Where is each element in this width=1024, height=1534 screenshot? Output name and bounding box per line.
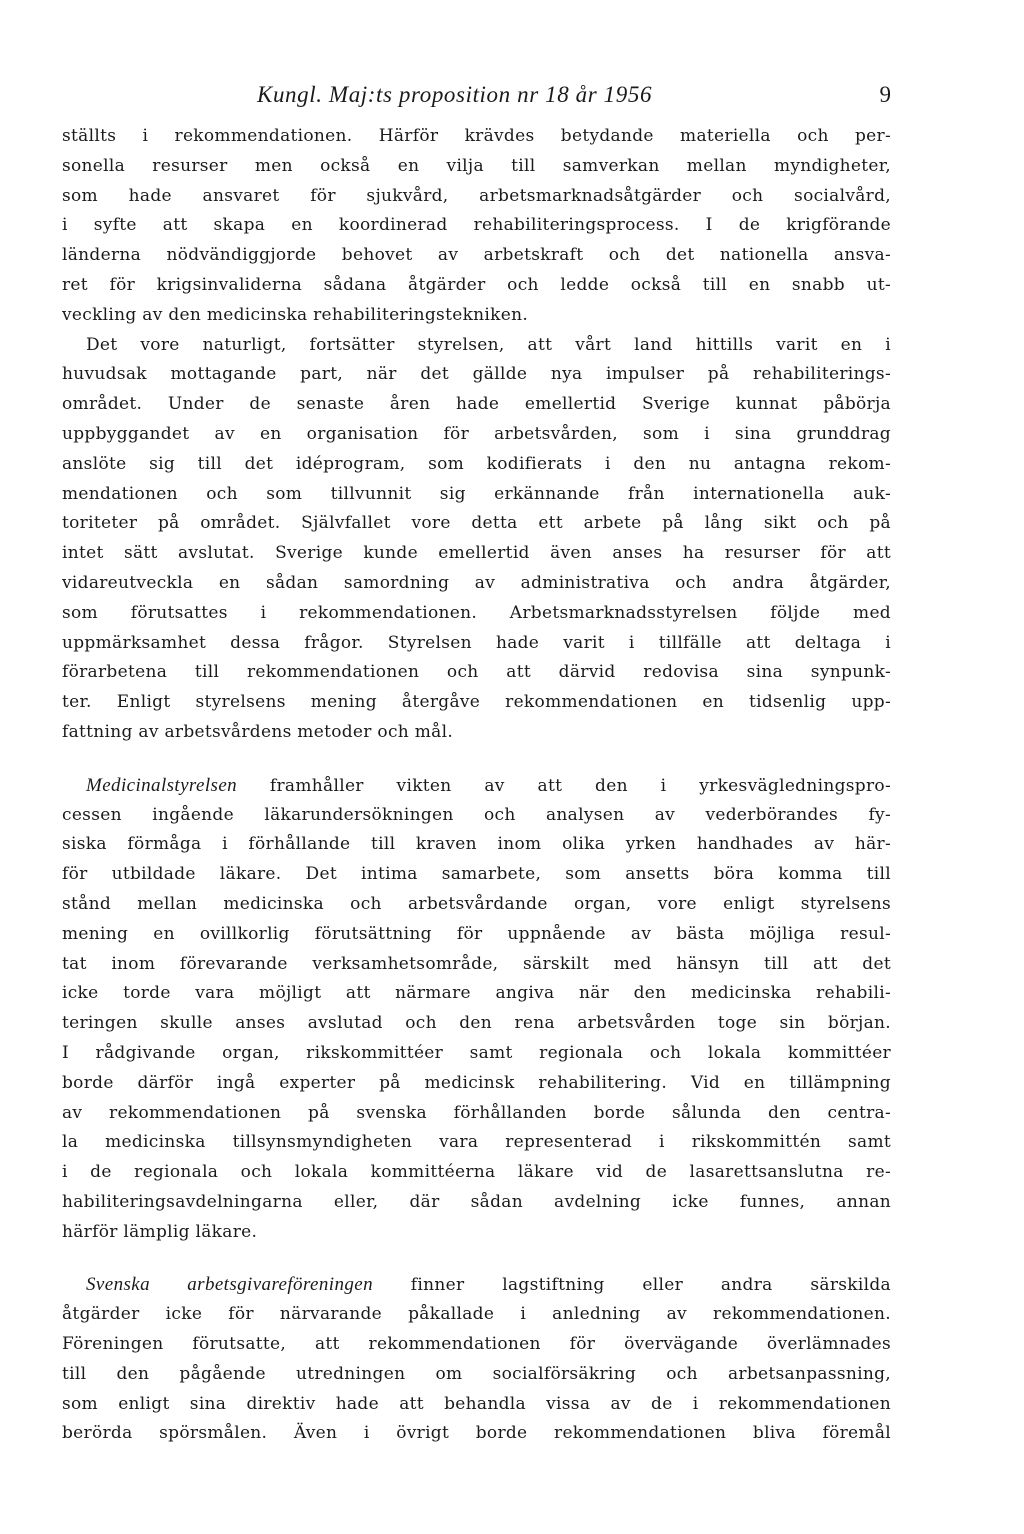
text-line: mening en ovillkorlig förutsättning för uppnående av bästa möjliga resul- bbox=[62, 923, 891, 944]
text-line: vidareutveckla en sådan samordning av administrativa och andra åtgärder, bbox=[62, 572, 891, 593]
page-number: 9 bbox=[879, 82, 891, 107]
text-line: av rekommendationen på svenska förhållanden borde sålunda den centra- bbox=[62, 1102, 891, 1123]
text-line: området. Under de senaste åren hade emellertid Sverige kunnat påbörja bbox=[62, 394, 891, 415]
text-fragment: framhåller vikten av att den i yrkesvägledningspro- bbox=[237, 775, 891, 796]
text-line: veckling av den medicinska rehabiliteringstekniken. bbox=[62, 304, 529, 325]
text-line: siska förmåga i förhållande till kraven inom olika yrken handhades av här- bbox=[62, 834, 891, 855]
text-line: sonella resurser men också en vilja till samverkan mellan myndigheter, bbox=[62, 155, 891, 176]
text-line: I rådgivande organ, rikskommittéer samt regionala och lokala kommittéer bbox=[62, 1042, 891, 1063]
text-line: till den pågående utredningen om socialförsäkring och arbetsanpassning, bbox=[62, 1363, 891, 1384]
text-line: intet sätt avslutat. Sverige kunde emellertid även anses ha resurser för att bbox=[62, 543, 891, 564]
text-line: för utbildade läkare. Det intima samarbete, som ansetts böra komma till bbox=[62, 864, 891, 885]
text-line: som hade ansvaret för sjukvård, arbetsmarknadsåtgärder och socialvård, bbox=[62, 185, 891, 206]
paragraph-medicinalstyrelsen bbox=[62, 771, 891, 1248]
text-line: teringen skulle anses avslutad och den rena arbetsvården toge sin början. bbox=[62, 1013, 891, 1034]
body-text bbox=[62, 122, 891, 1449]
page-header bbox=[62, 82, 891, 116]
text-line: förarbetena till rekommendationen och att därvid redovisa sina synpunk- bbox=[62, 662, 891, 683]
text-line: toriteter på området. Självfallet vore detta ett arbete på lång sikt och på bbox=[62, 513, 891, 534]
text-line bbox=[62, 1270, 891, 1300]
text-line: tat inom förevarande verksamhetsområde, särskilt med hänsyn till att det bbox=[62, 953, 891, 974]
paragraph-2 bbox=[62, 331, 891, 748]
text-line: uppmärksamhet dessa frågor. Styrelsen hade varit i tillfälle att deltaga i bbox=[62, 632, 891, 653]
text-line: i de regionala och lokala kommittéerna läkare vid de lasarettsanslutna re- bbox=[62, 1162, 891, 1183]
text-line bbox=[62, 771, 891, 801]
text-line: ställts i rekommendationen. Härför krävdes betydande materiella och per- bbox=[62, 126, 891, 146]
text-line: fattning av arbetsvårdens metoder och mål. bbox=[62, 721, 454, 742]
text-line: i syfte att skapa en koordinerad rehabiliteringsprocess. I de krigförande bbox=[62, 215, 891, 236]
text-line: cessen ingående läkarundersökningen och analysen av vederbörandes fy- bbox=[62, 804, 891, 825]
paragraph-gap bbox=[62, 748, 891, 771]
text-line: Det vore naturligt, fortsätter styrelsen, att vårt land hittills varit en i bbox=[86, 334, 891, 355]
text-line: borde därför ingå experter på medicinsk rehabilitering. Vid en tillämpning bbox=[62, 1072, 891, 1093]
text-line: ter. Enligt styrelsens mening återgåve rekommendationen en tidsenlig upp- bbox=[62, 692, 891, 713]
paragraph-gap bbox=[62, 1247, 891, 1270]
text-line: huvudsak mottagande part, när det gällde nya impulser på rehabiliterings- bbox=[62, 364, 891, 385]
text-line: anslöte sig till det idéprogram, som kodifierats i den nu antagna rekom- bbox=[62, 453, 891, 474]
text-line: stånd mellan medicinska och arbetsvårdande organ, vore enligt styrelsens bbox=[62, 893, 891, 914]
text-line: habiliteringsavdelningarna eller, där sådan avdelning icke funnes, annan bbox=[62, 1191, 891, 1212]
paragraph-1 bbox=[62, 122, 891, 331]
text-line: berörda spörsmålen. Även i övrigt borde rekommendationen bliva föremål bbox=[62, 1423, 891, 1444]
organization-name: Svenska arbetsgivareföreningen bbox=[86, 1274, 373, 1296]
text-line: mendationen och som tillvunnit sig erkännande från internationella auk- bbox=[62, 483, 891, 504]
text-line: länderna nödvändiggjorde behovet av arbetskraft och det nationella ansva- bbox=[62, 245, 891, 266]
text-line: icke torde vara möjligt att närmare angiva när den medicinska rehabili- bbox=[62, 983, 891, 1004]
text-line: som enligt sina direktiv hade att behandla vissa av de i rekommendationen bbox=[62, 1393, 891, 1414]
paragraph-arbetsgivareforeningen bbox=[62, 1270, 891, 1449]
text-line: som förutsattes i rekommendationen. Arbetsmarknadsstyrelsen följde med bbox=[62, 602, 891, 623]
running-title: Kungl. Maj:ts proposition nr 18 år 1956 bbox=[257, 82, 653, 107]
text-line: härför lämplig läkare. bbox=[62, 1221, 258, 1242]
text-line: la medicinska tillsynsmyndigheten vara representerad i rikskommittén samt bbox=[62, 1132, 891, 1153]
text-fragment: finner lagstiftning eller andra särskilda bbox=[373, 1275, 891, 1296]
organization-name: Medicinalstyrelsen bbox=[86, 774, 238, 796]
text-line: Föreningen förutsatte, att rekommendationen för övervägande överlämnades bbox=[62, 1334, 891, 1355]
text-line: uppbyggandet av en organisation för arbetsvården, som i sina grunddrag bbox=[62, 423, 891, 444]
text-line: åtgärder icke för närvarande påkallade i anledning av rekommendationen. bbox=[62, 1304, 891, 1325]
text-line: ret för krigsinvaliderna sådana åtgärder och ledde också till en snabb ut- bbox=[62, 274, 891, 295]
